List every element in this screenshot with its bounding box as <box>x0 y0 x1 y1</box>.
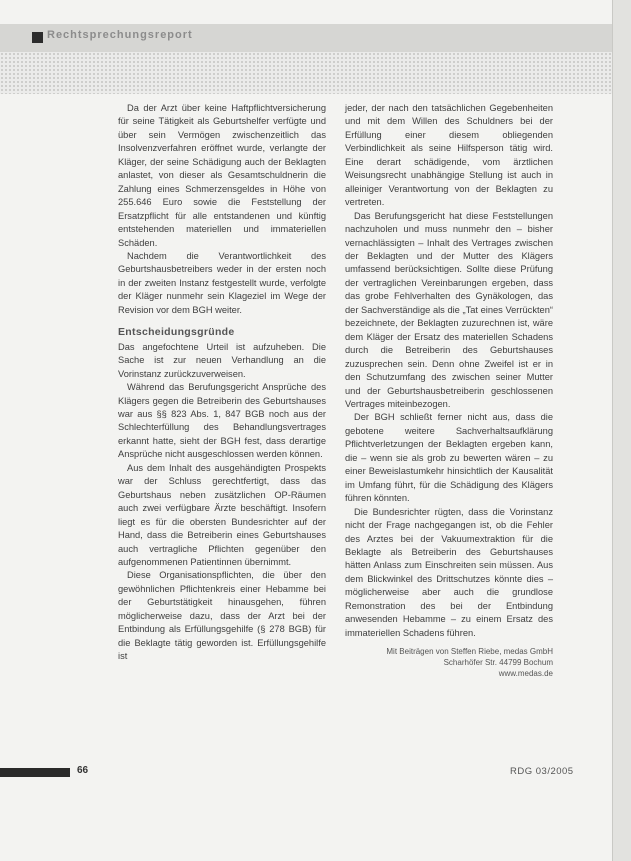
page-number: 66 <box>77 765 89 776</box>
credit-line: Scharhöfer Str. 44799 Bochum <box>443 658 553 668</box>
body-paragraph: Nachdem die Verantwortlichkeit des Geburtshausbetreibers weder in der ersten noch in der zweiten Instanz festgestellt wurde, verfolgte der Kläger nunmehr sein Klageziel im Wege der Revision vor dem BGH weiter. <box>118 250 326 315</box>
body-paragraph: jeder, der nach den tatsächlichen Gegebenheiten und mit dem Willen des Schuldners bei der Erfüllung einer diesem obliegenden Verbindlichkeit als seine Hilfsperson tätig wird. Eine derart schädigende, vom ärztlichen Weisungsrecht unabhängige Stellung ist auch in alleiniger Verantwortung von der Beklagten zu vertreten. <box>345 103 553 208</box>
body-paragraph: Die Bundesrichter rügten, dass die Vorinstanz nicht der Frage nachgegangen ist, ob die Fehler des Arztes bei der Vakuumextraktion für die Beklagte als Betreiberin des Geburtshauses hätten Anlass zum Einschreiten sein müssen. Aus dem Blickwinkel des Drittschutzes könnte dies – möglicherweise aber auch die grundlose Remonstration des bei der Entbindung anwesenden Hebamme – zu einem Ersatz des immateriellen Schadens führen. <box>345 506 553 638</box>
body-paragraph: Diese Organisationspflichten, die über den gewöhnlichen Pflichtenkreis einer Hebamme bei der Geburtstätigkeit hinausgehen, führen möglicherweise dazu, dass der Arzt bei der Entbindung als Erfüllungsgehilfe (§ 278 BGB) für die Beklagte tätig geworden ist. Erfüllungsgehilfe ist <box>118 570 326 662</box>
footer-bar <box>0 768 70 777</box>
left-text-column <box>118 102 326 664</box>
body-paragraph: Da der Arzt über keine Haftpflichtversicherung für seine Tätigkeit als Geburtshelfer verfügte und über sein Vermögen zwischenzeitlich das Insolvenzverfahren eröffnet wurde, verlangte der Kläger, der seine Schädigung auch der Beklagten anlastet, von dieser als Gesamtschuldnerin die Zahlung eines Schmerzensgeldes in Höhe von 255.646 Euro sowie die Feststellung der Ersatzpflicht für alle entstandenen und künftig entstehenden materiellen und immateriellen Schäden. <box>118 103 326 248</box>
body-paragraph: Das angefochtene Urteil ist aufzuheben. Die Sache ist zur neuen Verhandlung an die Vorinstanz zurückzuverweisen. <box>118 341 326 379</box>
section-heading: Entscheidungsgründe <box>118 326 235 339</box>
body-paragraph: Aus dem Inhalt des ausgehändigten Prospekts war der Schluss gerechtfertigt, dass das Geburtshaus neben zusätzlichen OP-Räumen auch zwei verfügbare Ärzte beschäftigt. Insofern liegt es für die obersten Bundesrichter auf der Hand, dass die Betreiberin eines Geburtshauses auch vertragliche Pflichten gegenüber den aufgenommenen Patientinnen übernimmt. <box>118 462 326 567</box>
right-text-column <box>345 102 553 679</box>
dotted-band <box>0 52 612 94</box>
section-label: Rechtsprechungsreport <box>47 29 193 41</box>
section-header <box>0 24 612 52</box>
body-paragraph: Das Berufungsgericht hat diese Feststellungen nachzuholen und muss nunmehr den – bisher vernachlässigten – Inhalt des Vertrages zwischen der Beklagten und der Mutter des Klägers umfassend berücksichtigen. Sollte diese Prüfung der vertraglichen Vereinbarungen ergeben, dass das grobe Fehlverhalten des Gynäkologen, das der Sachverständige als die „Tat eines Verrückten“ bezeichnete, der Beklagten zuzurechnen ist, wäre dem Kläger der Ersatz des materiellen Schadens durch die Betreiberin des Geburtshauses zuzusprechen sein. Denn ohne Zweifel ist er in den Schutzumfang des zwischen seiner Mutter und der Geburtshausbetreiberin geschlossenen Vertrages miteinbezogen. <box>345 210 553 409</box>
body-paragraph: Während das Berufungsgericht Ansprüche des Klägers gegen die Betreiberin des Geburtshauses war aus §§ 823 Abs. 1, 847 BGB noch aus der Schlechterfüllung des Behandlungsvertrages erkannt hatte, sieht der BGH fest, dass derartige Ansprüche nicht ausgeschlossen werden können. <box>118 382 326 460</box>
right-column-body <box>345 102 553 640</box>
author-credit <box>345 646 553 679</box>
credit-line: Mit Beiträgen von Steffen Riebe, medas GmbH <box>386 647 553 657</box>
issue-label: RDG 03/2005 <box>510 766 574 777</box>
body-paragraph: Der BGH schließt ferner nicht aus, dass die gebotene weitere Sachverhaltsaufklärung Pflichtverletzungen der Beklagten ergeben kann, die – wenn sie als grob zu bewerten wären – zu einer Beweislastumkehr hinsichtlich der Kausalität im Umfang führt, für die Schädigung des Klägers führen könnten. <box>345 412 553 504</box>
credit-line: www.medas.de <box>498 669 553 679</box>
adjacent-page-edge <box>612 0 631 861</box>
section-marker-square <box>32 32 43 43</box>
